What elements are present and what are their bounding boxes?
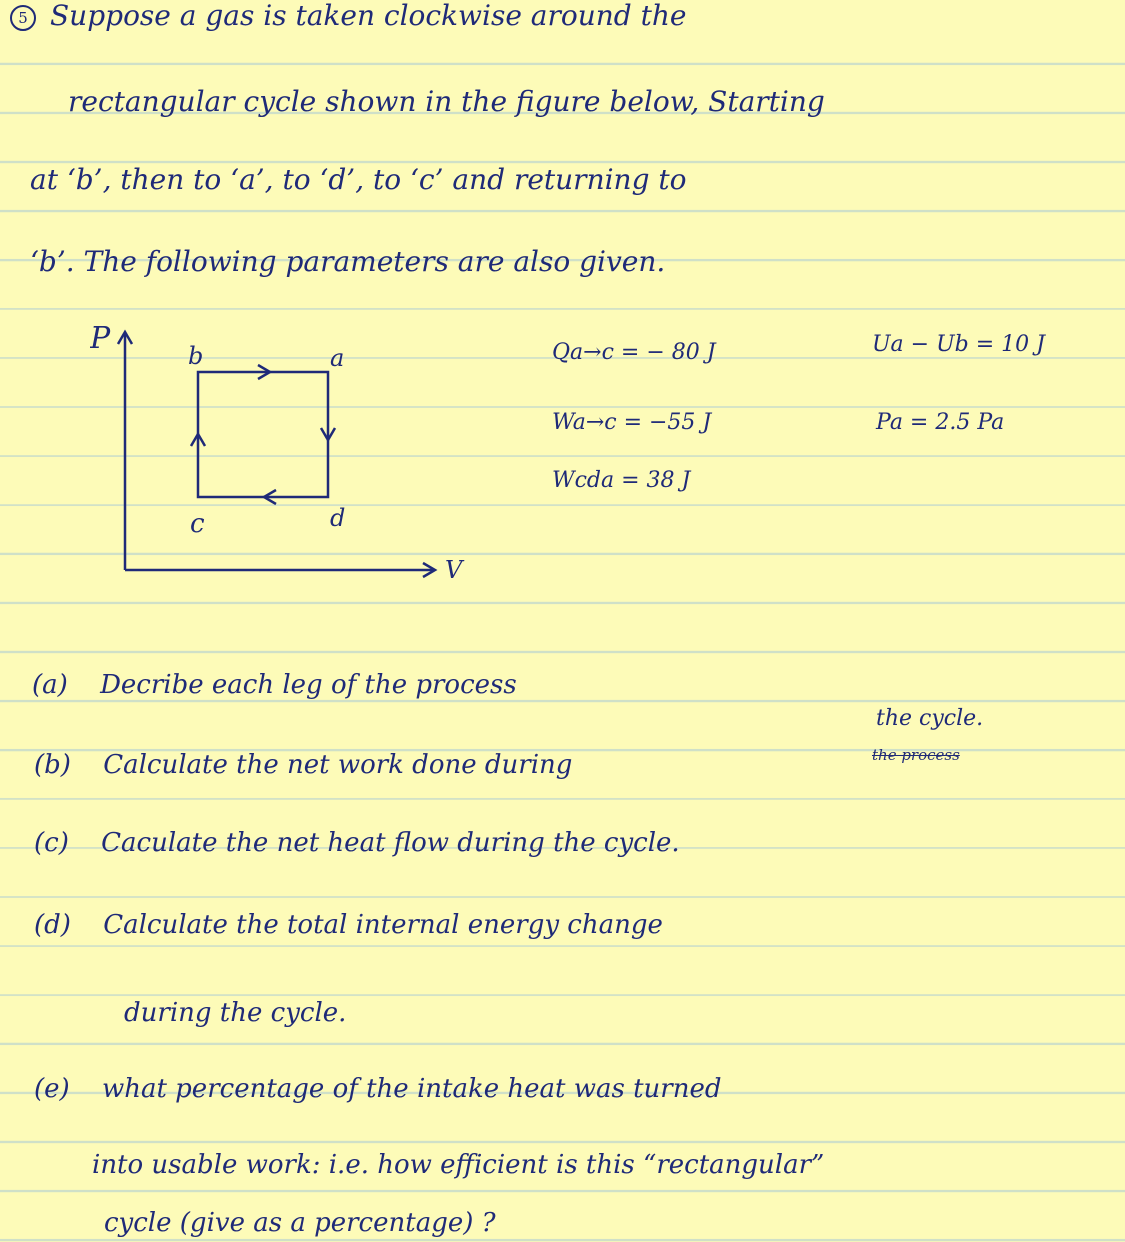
cycle-rectangle: [198, 372, 328, 497]
question-c-text: Caculate the net heat flow during the cycle.: [101, 828, 680, 858]
question-c-label: (c): [34, 828, 69, 858]
question-c: [34, 830, 680, 856]
question-b-text: Calculate the net work done during: [103, 750, 573, 780]
param-pa: Pa = 2.5 Pa: [876, 410, 1005, 435]
point-label-a: a: [330, 344, 345, 372]
y-axis-label: P: [90, 321, 111, 356]
problem-line-3: at ‘b’, then to ‘a’, to ‘d’, to ‘c’ and returning to: [30, 163, 687, 196]
question-b-insert: the cycle.: [876, 706, 984, 731]
question-a: [32, 672, 517, 698]
question-b-label: (b): [34, 750, 71, 780]
problem-line-4: ‘b’. The following parameters are also given.: [30, 245, 666, 278]
param-w-ac: Wa→c = −55 J: [552, 410, 712, 435]
question-d-text: Calculate the total internal energy change: [103, 910, 663, 940]
point-label-d: d: [330, 504, 346, 532]
question-d-line-2: during the cycle.: [124, 998, 347, 1028]
param-w-cda: Wcda = 38 J: [552, 468, 691, 493]
point-label-c: c: [190, 509, 205, 539]
question-e-text: what percentage of the intake heat was turned: [101, 1074, 722, 1104]
question-b: [34, 752, 572, 778]
point-label-b: b: [188, 342, 204, 370]
problem-number: 5: [10, 5, 36, 31]
problem-line-2: rectangular cycle shown in the figure below, Starting: [68, 85, 825, 118]
question-a-text: Decribe each leg of the process: [100, 670, 517, 700]
question-d-label: (d): [34, 910, 71, 940]
param-q-ac: Qa→c = − 80 J: [552, 340, 716, 365]
param-u-diff: Ua − Ub = 10 J: [872, 332, 1045, 357]
problem-line-1: [10, 2, 686, 31]
question-e-line-2: into usable work: i.e. how efficient is this “rectangular”: [92, 1150, 825, 1180]
question-a-label: (a): [32, 670, 68, 700]
question-d: [34, 912, 663, 938]
x-axis-label: V: [445, 556, 463, 584]
pv-diagram: [90, 320, 510, 590]
question-e: [34, 1076, 721, 1102]
question-b-struck-text: the process: [872, 746, 960, 764]
problem-line-1-text: Suppose a gas is taken clockwise around the: [50, 0, 687, 32]
question-e-line-3: cycle (give as a percentage) ?: [104, 1208, 496, 1238]
question-e-label: (e): [34, 1074, 70, 1104]
